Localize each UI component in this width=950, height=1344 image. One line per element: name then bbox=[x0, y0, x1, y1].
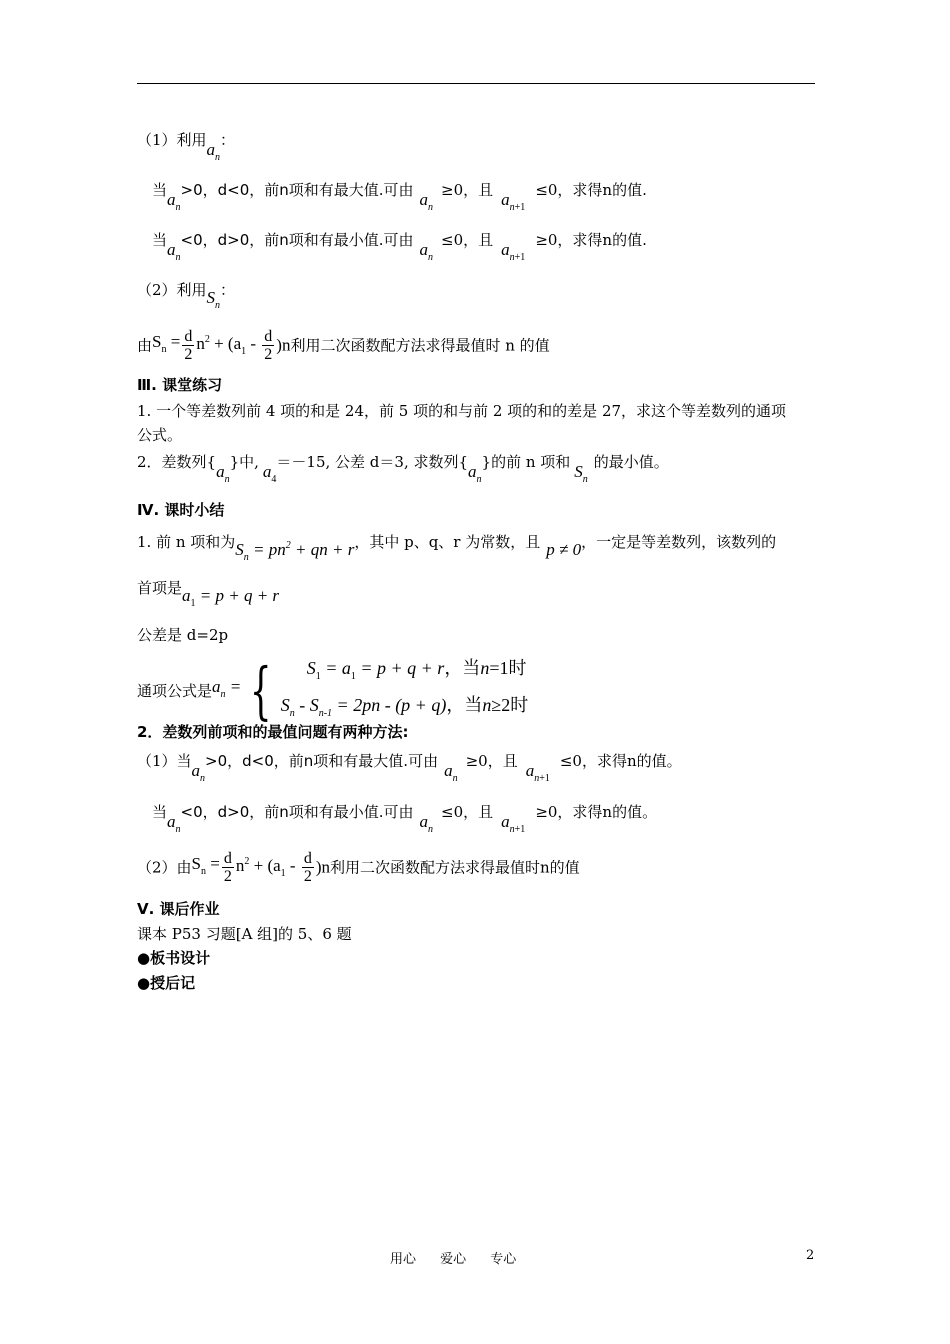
summary-2-max: （1）当$a_n>0$，d<0，前n项和有最大值.可由 $a_n\ge 0$，且 $a_{n+1}\le 0$，求得n的值。 bbox=[137, 752, 682, 784]
exercise-2: 2．差数列$\{a_n\}$中, $a_4=-15$, 公差 d＝3, 求数列$\{a_n\}$的前 n 项和 $S_n$的最小值。 bbox=[137, 453, 669, 485]
sn-formula-line: 由$S_n$ = $\frac{d}{2}$ $n^2 + (a_1$ - $\frac{d}{2}$ )n利用二次函数配方法求得最值时 n 的值 bbox=[137, 328, 550, 363]
section-4-heading: Ⅳ. 课时小结 bbox=[137, 501, 225, 519]
piecewise-cases: $S_1 = a_1 = p + q + r$，当n=1时 $S_n - S_{n-1} = 2pn - (p + q)$，当n≥2时 bbox=[280, 658, 529, 719]
page-number: 2 bbox=[806, 1248, 815, 1263]
summary-2-sn-formula: （2）由$S_n$ = $\frac{d}{2}$ $n^2 + (a_1$ - $\frac{d}{2}$ )n利用二次函数配方法求得最值时n的值 bbox=[137, 850, 580, 885]
summary-2-heading: 2．差数列前项和的最值问题有两种方法: bbox=[137, 723, 409, 741]
section-5-heading: Ⅴ. 课后作业 bbox=[137, 900, 220, 918]
summary-difference: 公差是 d=2p bbox=[137, 626, 229, 644]
summary-1: 1. 前 n 项和为$S_n = pn^2$ + qn + r，其中 p、q、r 为常数，且 p ≠ 0，一定是等差数列，该数列的 bbox=[137, 533, 777, 563]
method-1-max: 当$a_n>0$，d<0，前n项和有最大值.可由 $a_n\ge 0$，且 $a_{n+1}\le 0$，求得n的值. bbox=[152, 181, 647, 213]
board-design-heading: ●板书设计 bbox=[137, 949, 211, 967]
homework-text: 课本 P53 习题[A 组]的 5、6 题 bbox=[137, 925, 352, 943]
method-2-heading: （2）利用$S_n$： bbox=[137, 281, 236, 311]
summary-2-min: 当$a_n<0$，d>0，前n项和有最小值.可由 $a_n\le 0$，且 $a_{n+1}\ge 0$，求得n的值。 bbox=[152, 803, 658, 835]
summary-first-term: 首项是$a_1 = p + q + r$ bbox=[137, 579, 280, 609]
summary-general-term: 通项公式是$a_n$ = { $S_1 = a_1 = p + q + r$，当n=1时 $S_n - S_{n-1} = 2pn - (p + q)$，当n≥2时 bbox=[137, 654, 529, 727]
left-brace: { bbox=[250, 654, 272, 727]
method-1-min: 当$a_n<0$，d>0，前n项和有最小值.可由 $a_n\le 0$，且 $a_{n+1}\ge 0$，求得n的值. bbox=[152, 231, 647, 263]
exercise-1-cont: 公式。 bbox=[137, 426, 183, 444]
method-1-heading: （1）利用$a_n$： bbox=[137, 131, 236, 163]
header-rule bbox=[137, 83, 815, 84]
exercise-1: 1. 一个等差数列前 4 项的和是 24，前 5 项的和与前 2 项的和的差是 27，求这个等差数列的通项 bbox=[137, 402, 787, 420]
section-3-heading: Ⅲ. 课堂练习 bbox=[137, 376, 223, 394]
page-footer: 用心 爱心 专心 bbox=[390, 1252, 517, 1267]
post-lesson-notes-heading: ●授后记 bbox=[137, 974, 196, 992]
